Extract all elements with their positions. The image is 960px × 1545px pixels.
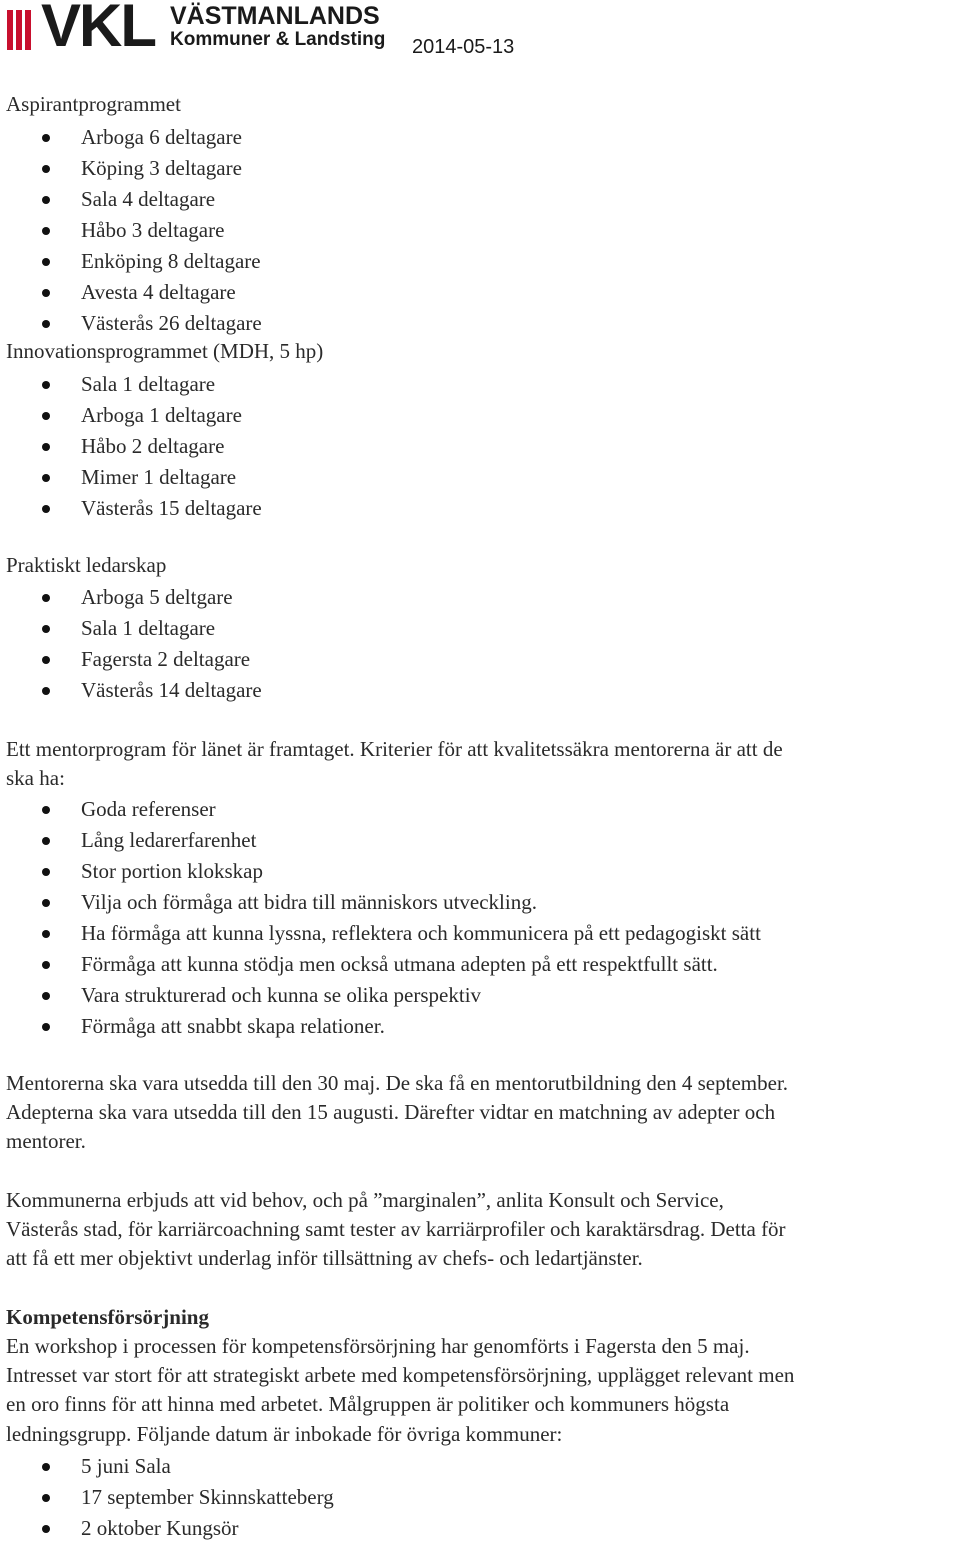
list-item: Goda referenser [0, 794, 761, 825]
list-item: Mimer 1 deltagare [0, 462, 262, 493]
list-item: 5 juni Sala [0, 1451, 334, 1482]
kompetens-heading: Kompetensförsörjning [6, 1305, 209, 1329]
bullet-icon [42, 412, 50, 420]
list-item: Avesta 4 deltagare [0, 277, 262, 308]
list-item: Arboga 1 deltagare [0, 400, 262, 431]
bullet-icon [42, 505, 50, 513]
bullet-icon [42, 899, 50, 907]
bullet-icon [42, 134, 50, 142]
list-item: 2 oktober Kungsör [0, 1513, 334, 1544]
paragraph-line: mentorer. [6, 1129, 86, 1153]
bullet-icon [42, 687, 50, 695]
list-item: Ha förmåga att kunna lyssna, reflektera och kommunicera på ett pedagogiskt sätt [0, 918, 761, 949]
logo-main: VKL [41, 0, 155, 59]
list-item: Håbo 3 deltagare [0, 215, 262, 246]
list-item: Vara strukturerad och kunna se olika perspektiv [0, 980, 761, 1011]
bullet-icon [42, 594, 50, 602]
paragraph-line: en oro finns för att hinna med arbetet. Målgruppen är politiker och kommuners högsta [6, 1392, 730, 1416]
praktiskt-list [0, 582, 262, 706]
bullet-icon [42, 289, 50, 297]
list-item: Sala 4 deltagare [0, 184, 262, 215]
list-item: Västerås 14 deltagare [0, 675, 262, 706]
bullet-icon [42, 320, 50, 328]
list-item: Fagersta 2 deltagare [0, 644, 262, 675]
paragraph-line: Västerås stad, för karriärcoachning samt tester av karriärprofiler och karaktärsdrag. Detta för [6, 1217, 786, 1241]
paragraph-line: ledningsgrupp. Följande datum är inbokade för övriga kommuner: [6, 1422, 563, 1446]
list-item: Håbo 2 deltagare [0, 431, 262, 462]
bullet-icon [42, 258, 50, 266]
bullet-icon [42, 868, 50, 876]
innovation-list [0, 369, 262, 524]
list-item: Enköping 8 deltagare [0, 246, 262, 277]
mentor-intro-line2: ska ha: [6, 766, 65, 790]
bullet-icon [42, 625, 50, 633]
bullet-icon [42, 227, 50, 235]
paragraph-line: Intresset var stort för att strategiskt arbete med kompetensförsörjning, upplägget relevant men [6, 1363, 795, 1387]
list-item: Västerås 15 deltagare [0, 493, 262, 524]
list-item: Sala 1 deltagare [0, 369, 262, 400]
bullet-icon [42, 806, 50, 814]
bullet-icon [42, 165, 50, 173]
list-item: Köping 3 deltagare [0, 153, 262, 184]
innovation-heading: Innovationsprogrammet (MDH, 5 hp) [6, 339, 324, 363]
bullet-icon [42, 381, 50, 389]
paragraph-line: Mentorerna ska vara utsedda till den 30 maj. De ska få en mentorutbildning den 4 september. [6, 1071, 789, 1095]
mentor-intro-line1: Ett mentorprogram för länet är framtaget. Kriterier för att kvalitetssäkra mentorerna är att de [6, 737, 783, 761]
list-item: Förmåga att kunna stödja men också utmana adepten på ett respektfullt sätt. [0, 949, 761, 980]
bullet-icon [42, 1525, 50, 1533]
mentor-criteria-list [0, 794, 761, 1042]
paragraph-line: att få ett mer objektivt underlag inför tillsättning av chefs- och ledartjänster. [6, 1246, 643, 1270]
bullet-icon [42, 1494, 50, 1502]
logo-bars-icon [7, 10, 39, 50]
list-item: Förmåga att snabbt skapa relationer. [0, 1011, 761, 1042]
bullet-icon [42, 961, 50, 969]
list-item: Sala 1 deltagare [0, 613, 262, 644]
logo-line1: VÄSTMANLANDS [170, 2, 380, 30]
bullet-icon [42, 1023, 50, 1031]
logo-line2: Kommuner & Landsting [170, 29, 386, 50]
paragraph-line: En workshop i processen för kompetensförsörjning har genomförts i Fagersta den 5 maj. [6, 1334, 750, 1358]
header-date: 2014-05-13 [412, 36, 515, 58]
bullet-icon [42, 1463, 50, 1471]
list-item: Arboga 6 deltagare [0, 122, 262, 153]
aspirant-heading: Aspirantprogrammet [6, 92, 181, 116]
list-item: Arboga 5 deltgare [0, 582, 262, 613]
list-item: 17 september Skinnskatteberg [0, 1482, 334, 1513]
paragraph-line: Kommunerna erbjuds att vid behov, och på ”marginalen”, anlita Konsult och Service, [6, 1188, 724, 1212]
aspirant-list [0, 122, 262, 339]
list-item: Vilja och förmåga att bidra till människors utveckling. [0, 887, 761, 918]
list-item: Stor portion klokskap [0, 856, 761, 887]
bullet-icon [42, 656, 50, 664]
bullet-icon [42, 474, 50, 482]
bullet-icon [42, 930, 50, 938]
list-item: Västerås 26 deltagare [0, 308, 262, 339]
paragraph-line: Adepterna ska vara utsedda till den 15 augusti. Därefter vidtar en matchning av adepter och [6, 1100, 776, 1124]
bullet-icon [42, 443, 50, 451]
bullet-icon [42, 196, 50, 204]
praktiskt-heading: Praktiskt ledarskap [6, 553, 167, 577]
list-item: Lång ledarerfarenhet [0, 825, 761, 856]
kompetens-dates-list [0, 1451, 334, 1544]
bullet-icon [42, 992, 50, 1000]
bullet-icon [42, 837, 50, 845]
